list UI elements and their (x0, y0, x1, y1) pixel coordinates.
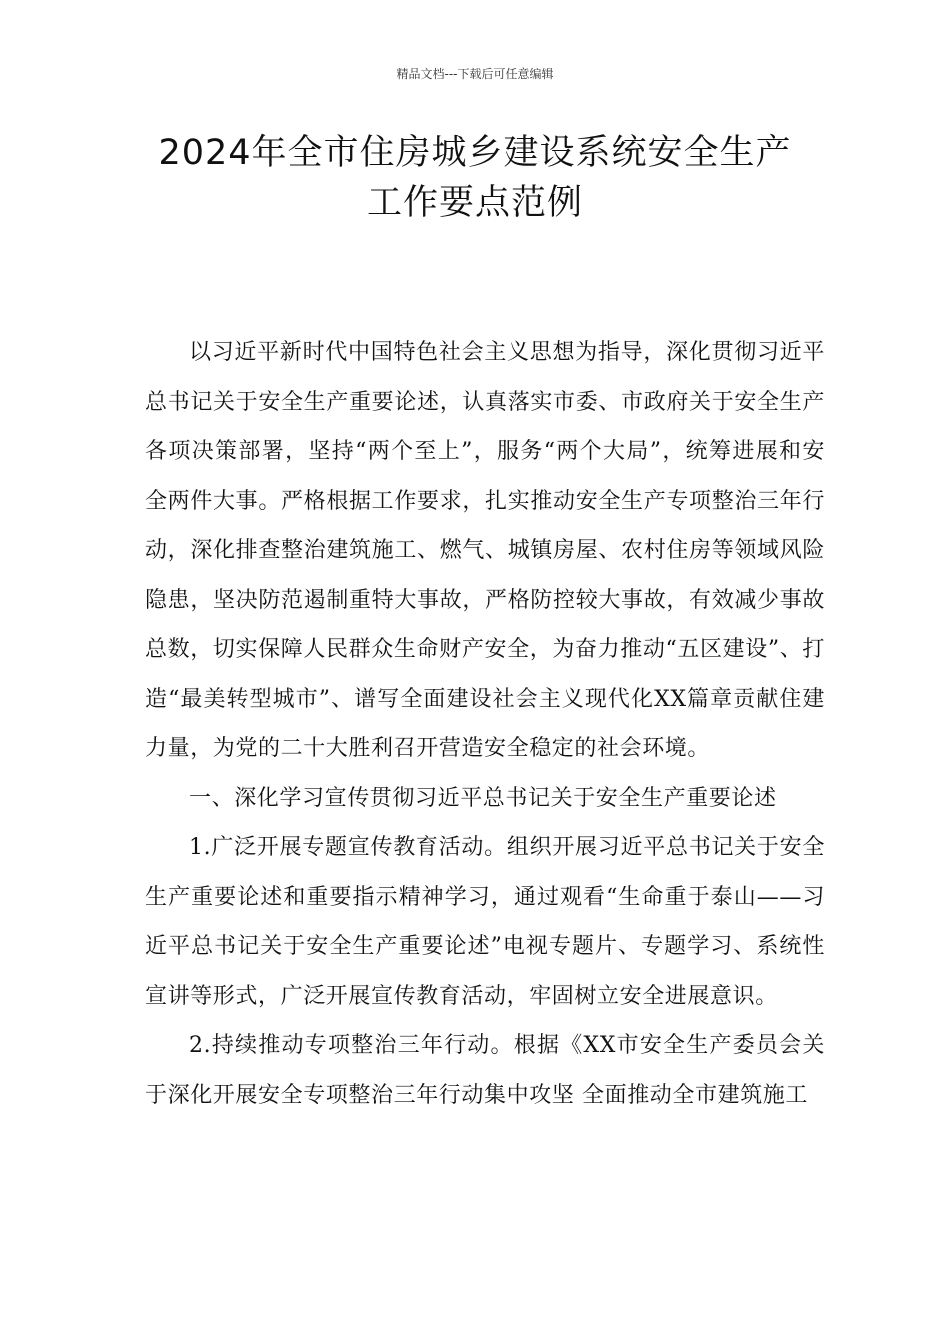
page-header: 精品文档---下载后可任意编辑 (396, 67, 554, 81)
title-line-1: 2024年全市住房城乡建设系统安全生产 (158, 133, 792, 173)
document-body (145, 328, 825, 1120)
body-paragraph-item-2: 2.持续推动专项整治三年行动。根据《XX市安全生产委员会关于深化开展安全专项整治三年行动集中攻坚 全面推动全市建筑施工 (145, 1033, 825, 1108)
section-heading-1: 一、深化学习宣传贯彻习近平总书记关于安全生产重要论述 (189, 785, 777, 811)
document-title (120, 128, 830, 228)
body-paragraph-item-1: 1.广泛开展专题宣传教育活动。组织开展习近平总书记关于安全生产重要论述和重要指示精神学习，通过观看“生命重于泰山——习近平总书记关于安全生产重要论述”电视专题片、专题学习、系统性宣讲等形式，广泛开展宣传教育活动，牢固树立安全进展意识。 (145, 835, 825, 1009)
intro-paragraph: 以习近平新时代中国特色社会主义思想为指导，深化贯彻习近平总书记关于安全生产重要论述，认真落实市委、市政府关于安全生产各项决策部署，坚持“两个至上”，服务“两个大局”，统筹进展和安全两件大事。严格根据工作要求，扎实推动安全生产专项整治三年行动，深化排查整治建筑施工、燃气、城镇房屋、农村住房等领域风险隐患，坚决防范遏制重特大事故，严格防控较大事故，有效减少事故总数，切实保障人民群众生命财产安全，为奋力推动“五区建设”、打造“最美转型城市”、谱写全面建设社会主义现代化XX篇章贡献住建力量，为党的二十大胜利召开营造安全稳定的社会环境。 (145, 340, 825, 761)
title-line-2: 工作要点范例 (366, 183, 583, 223)
